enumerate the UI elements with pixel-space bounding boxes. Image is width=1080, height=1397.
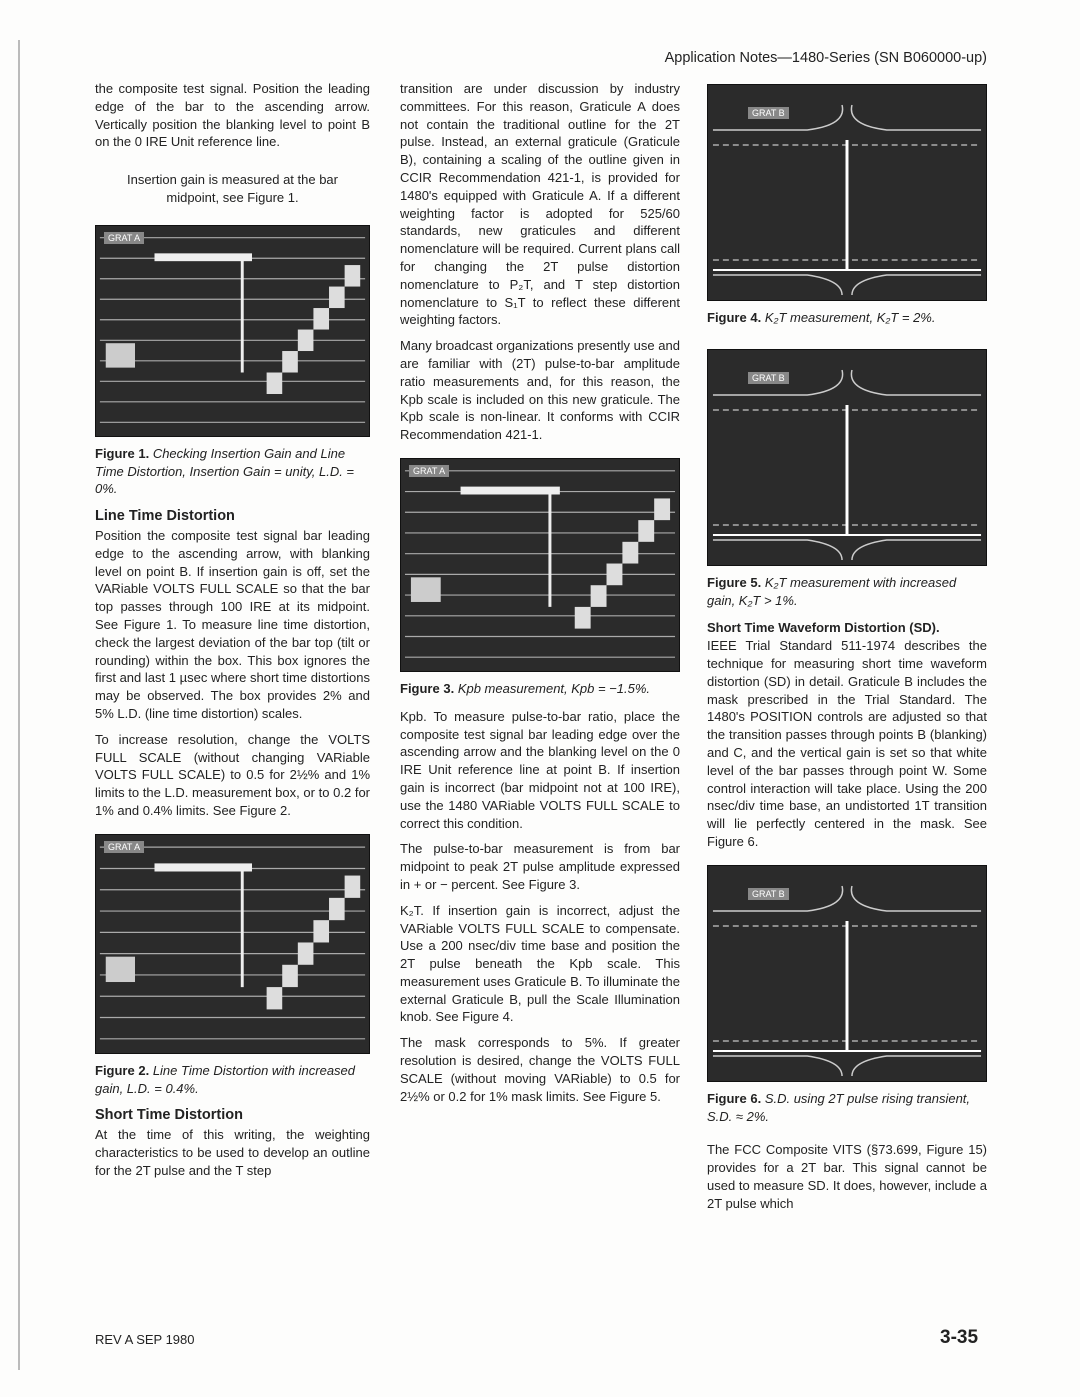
section-heading: Line Time Distortion: [95, 508, 235, 525]
section-heading: Short Time Distortion: [95, 1107, 243, 1124]
graticule-label: GRAT B: [748, 107, 789, 119]
revision-date: REV A SEP 1980: [95, 1332, 195, 1347]
paragraph: the composite test signal. Position the leading edge of the bar to the ascending arrow. Vertically position the blanking level to point B on the 0 IRE Unit reference line.: [95, 81, 370, 150]
graticule-label: GRAT A: [409, 465, 449, 477]
graticule-label: GRAT A: [104, 841, 144, 853]
paragraph: The FCC Composite VITS (§73.699, Figure 15) provides for a 2T bar. This signal cannot be used to measure SD. It does, however, include a 2T pulse which: [707, 1142, 987, 1211]
column-2: [400, 80, 680, 1113]
paragraph: Many broadcast organizations presently use and are familiar with (2T) pulse-to-bar amplitude ratio measurements and, for this reason, the Kpb scale is included on this new graticule. The Kpb scale is non-linear. It conforms with CCIR Recommendation 421-1.: [400, 338, 680, 443]
paragraph: transition are under discussion by industry committees. For this reason, Graticule A does not contain the traditional outline for the 2T pulse. Instead, an external graticule (Graticule B), containing a scaling of the outline given in CCIR Recommendation 421-1, is provided for 1480's equipped with Graticule A. If a different weighting factor is adopted for 525/60 standards, new graticules and different nomenclature will be required. Current plans call for changing the 2T pulse distortion nomenclature to P₂T, and T step distortion nomenclature to S₁T to reflect these different weighting factors.: [400, 81, 680, 328]
figure-5-scope-image: [707, 349, 987, 566]
column-3: [707, 80, 987, 1221]
paragraph: To increase resolution, change the VOLTS FULL SCALE (without changing VARiable VOLTS FULL SCALE) to 0.5 for 2½% and 1% limits to the L.D. measurement box, or to 0.2 for 1% and 0.4% limits. See Figure 2.: [95, 731, 370, 818]
paragraph: The mask corresponds to 5%. If greater resolution is desired, change the VOLTS FULL SCALE (without moving VARiable) to 0.5 for 2½% or 0.2 for 1% mask limits. See Figure 5.: [400, 1035, 680, 1104]
paragraph: Kpb. To measure pulse-to-bar ratio, place the composite test signal bar leading edge over the ascending arrow and the blanking level on the 0 IRE Unit reference line at point B. If insertion gain is incorrect (bar midpoint not at 100 IRE), use the 1480 VARiable VOLTS FULL SCALE to correct this condition.: [400, 708, 680, 831]
figure-6-scope-image: [707, 865, 987, 1082]
binder-edge: [18, 40, 20, 1370]
figure-6-caption: Figure 6. S.D. using 2T pulse rising transient, S.D. ≈ 2%.: [707, 1090, 971, 1124]
graticule-label: GRAT B: [748, 372, 789, 384]
figure-2-caption: Figure 2. Line Time Distortion with increased gain, L.D. = 0.4%.: [95, 1062, 356, 1096]
figure-4-scope-image: [707, 84, 987, 301]
page-number: 3-35: [940, 1327, 979, 1348]
paragraph: Insertion gain is measured at the bar midpoint, see Figure 1.: [126, 172, 338, 205]
figure-5-caption: Figure 5. K₂T measurement with increased gain, K₂T > 1%.: [707, 574, 957, 608]
column-1: [95, 80, 370, 1188]
figure-3-scope-image: [400, 458, 680, 672]
figure-3-caption: Figure 3. Kpb measurement, Kpb = −1.5%.: [400, 680, 651, 696]
paragraph: Position the composite test signal bar leading edge to the ascending arrow, with blanking level on point B. If insertion gain is off, set the VARiable VOLTS FULL SCALE so that the bar top passes through 100 IRE at its midpoint. See Figure 1. To measure line time distortion, check the largest deviation of the bar top (tilt or rounding) within the box. This box ignores the first and last 1 µsec where short time distortions may be observed. The box provides 2% and 5% L.D. (line time distortion) scales.: [95, 527, 370, 721]
paragraph: K₂T. If insertion gain is incorrect, adjust the VARiable VOLTS FULL SCALE to compensate. Use a 200 nsec/div time base and position the 2T pulse beneath the Kpb scale. This measurement uses Graticule B. To illuminate the external Graticule B, pull the Scale Illumination knob. See Figure 4.: [400, 902, 680, 1025]
figure-1-scope-image: [95, 225, 370, 437]
figure-4-caption: Figure 4. K₂T measurement, K₂T = 2%.: [707, 310, 936, 325]
graticule-label: GRAT A: [104, 232, 144, 244]
page-header: Application Notes—1480-Series (SN B060000-up): [664, 50, 987, 66]
section-heading: Short Time Waveform Distortion (SD).: [707, 620, 940, 636]
graticule-label: GRAT B: [748, 888, 789, 900]
paragraph: At the time of this writing, the weighting characteristics to be used to develop an outline for the 2T pulse and the T step: [95, 1127, 370, 1178]
figure-2-scope-image: [95, 834, 370, 1054]
paragraph: The pulse-to-bar measurement is from bar midpoint to peak 2T pulse amplitude expressed in + or − percent. See Figure 3.: [400, 841, 680, 892]
figure-1-caption: Figure 1. Checking Insertion Gain and Line Time Distortion, Insertion Gain = unity, L.D. = 0%.: [95, 445, 355, 497]
paragraph: IEEE Trial Standard 511-1974 describes the technique for measuring short time waveform distortion (SD) in detail. Graticule B includes the mask prescribed in the Trial Standard. The 1480's POSITION controls are adjusted so that the transition passes through points B (blanking) and C, and the vertical gain is set so that white level of the bar passes through point W. Some control interaction will take place. Using the 200 nsec/div time base, an undistorted 1T transition will lie perfectly centered in the mask. See Figure 6.: [707, 638, 987, 849]
